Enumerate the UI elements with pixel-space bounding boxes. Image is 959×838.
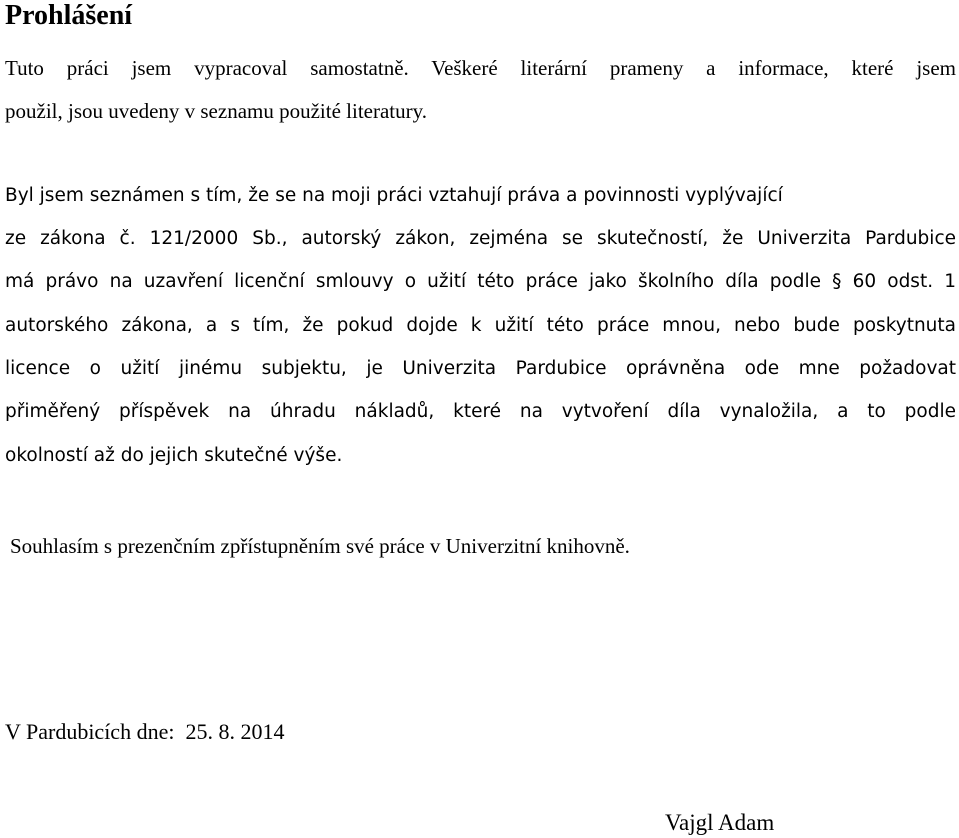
paragraph-line: licence o užití jinému subjektu, je Univerzita Pardubice oprávněna ode mne požadovat <box>5 358 956 379</box>
paragraph-line: Byl jsem seznámen s tím, že se na moji práci vztahují práva a povinnosti vyplývající <box>5 185 783 206</box>
signature: Vajgl Adam <box>665 810 775 835</box>
paragraph-line: použil, jsou uvedeny v seznamu použité literatury. <box>5 99 428 123</box>
date-line: V Pardubicích dne: 25. 8. 2014 <box>5 719 285 744</box>
paragraph-line: Tuto práci jsem vypracoval samostatně. Veškeré literární prameny a informace, které jsem <box>5 56 956 80</box>
consent-statement: Souhlasím s prezenčním zpřístupněním své práce v Univerzitní knihovně. <box>10 534 630 558</box>
page-title: Prohlášení <box>5 0 133 31</box>
paragraph-line: okolností až do jejich skutečné výše. <box>5 445 343 466</box>
paragraph-line: ze zákona č. 121/2000 Sb., autorský zákon, zejména se skutečností, že Univerzita Pardubice <box>5 228 956 249</box>
paragraph-line: přiměřený příspěvek na úhradu nákladů, které na vytvoření díla vynaložila, a to podle <box>5 401 956 422</box>
paragraph-line: má právo na uzavření licenční smlouvy o užití této práce jako školního díla podle § 60 odst. 1 <box>5 271 956 292</box>
paragraph-line: autorského zákona, a s tím, že pokud dojde k užití této práce mnou, nebo bude poskytnuta <box>5 315 956 336</box>
